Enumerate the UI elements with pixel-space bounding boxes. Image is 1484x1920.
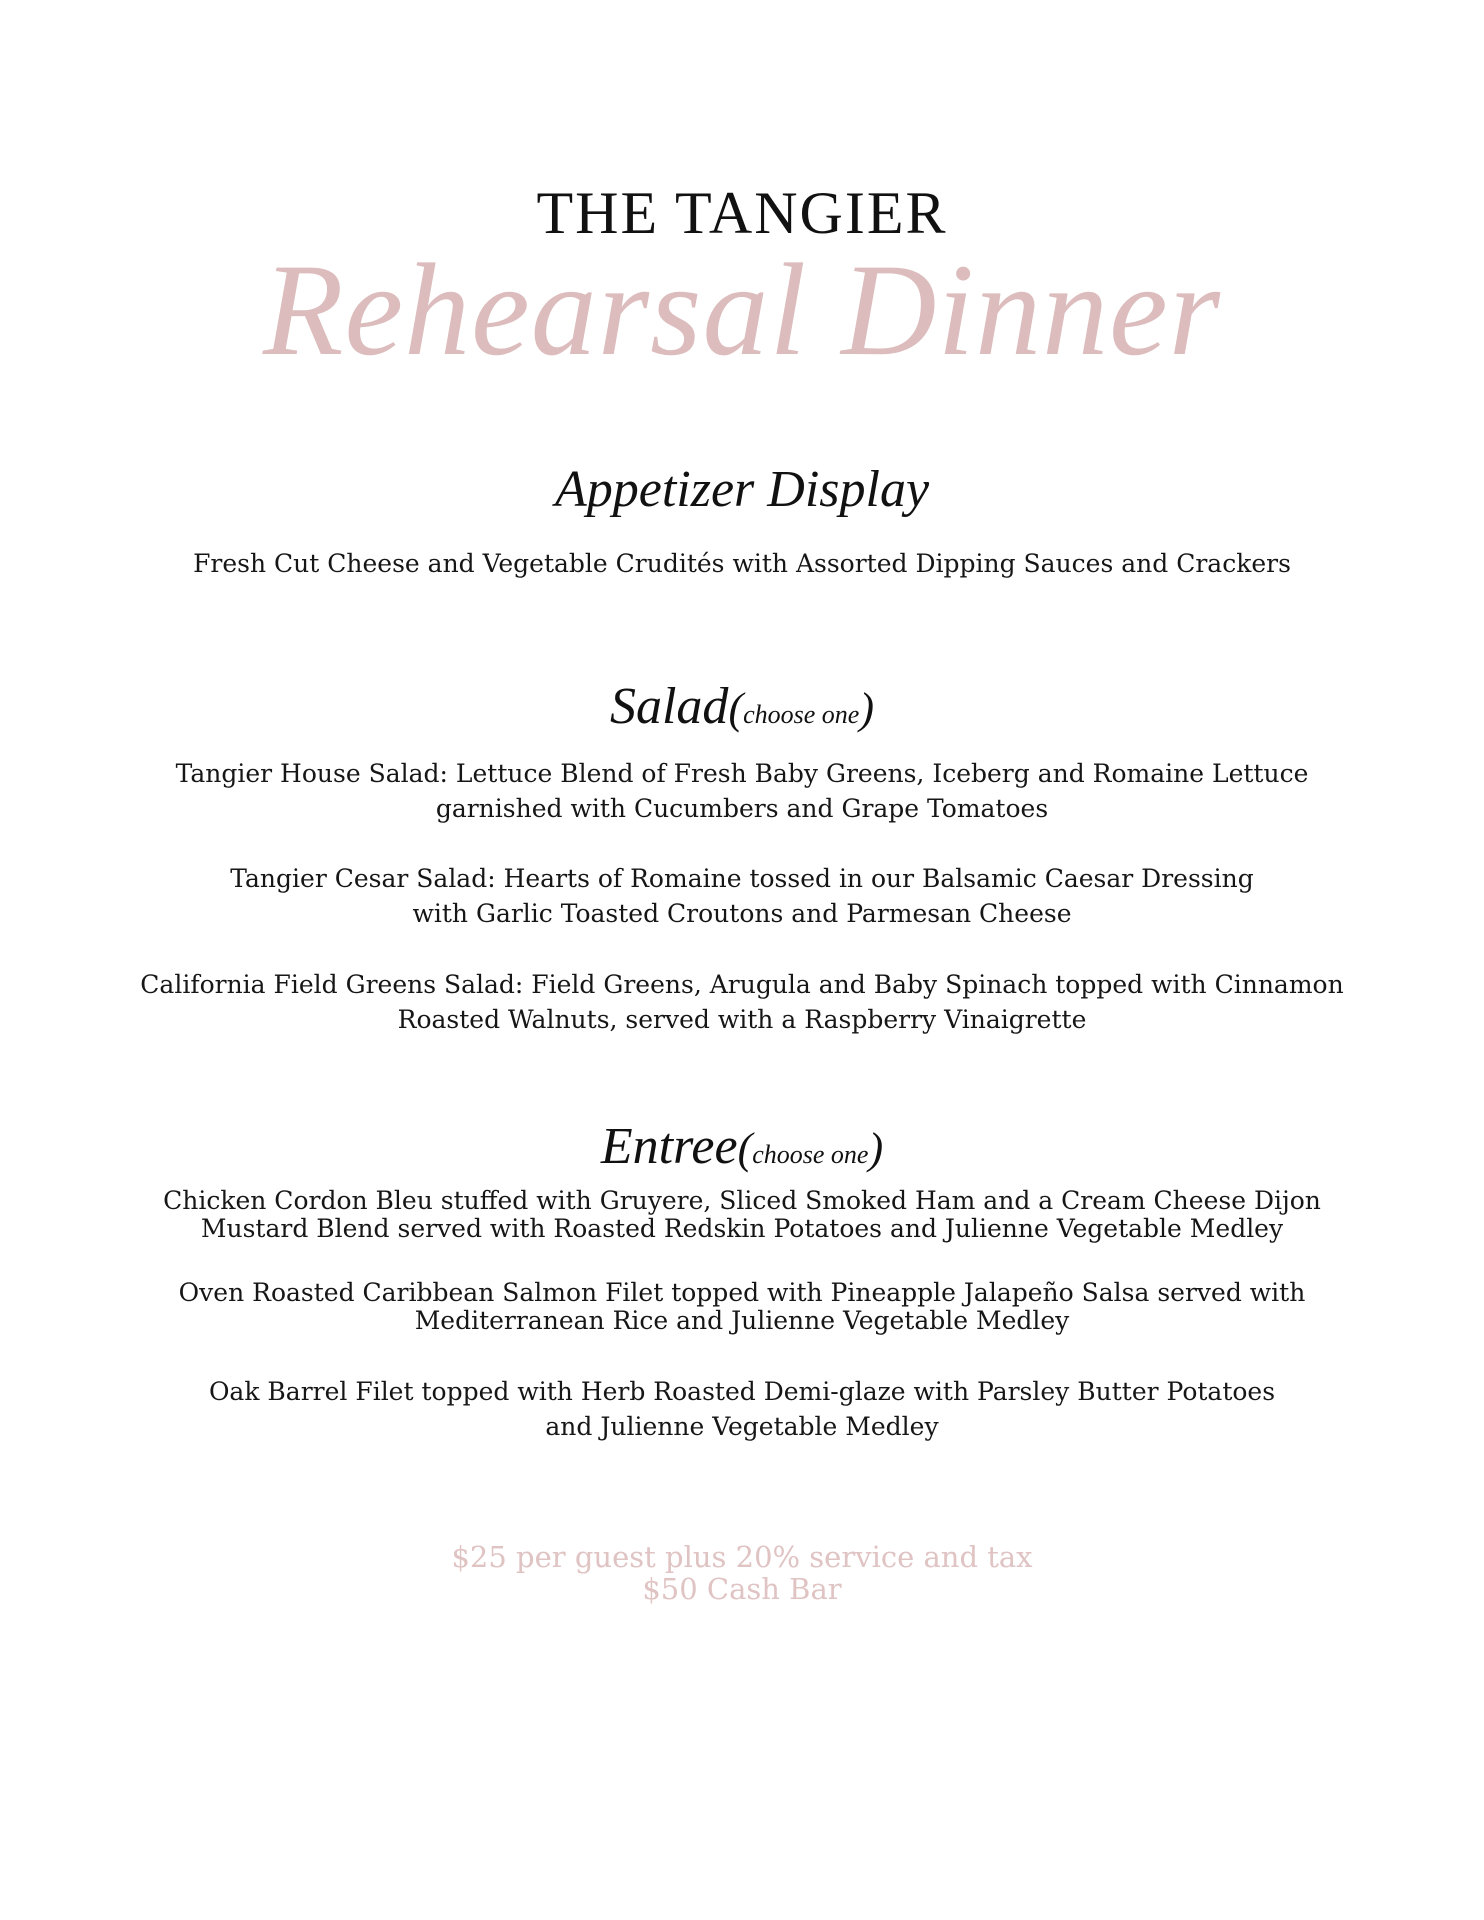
appetizer-description: Fresh Cut Cheese and Vegetable Crudités with Assorted Dipping Sauces and Crackers: [193, 549, 1291, 578]
salad-choose-note: choose one: [743, 700, 860, 729]
event-title: Rehearsal Dinner: [262, 236, 1222, 383]
entree-section-title: Entree(choose one): [600, 1118, 884, 1175]
salad-section-title: Salad(choose one): [609, 678, 874, 735]
salad-item: [0, 861, 1484, 931]
entree-choose-note: choose one: [752, 1140, 869, 1169]
entree-item: [0, 1374, 1484, 1444]
salad-item-line: Tangier Cesar Salad: Hearts of Romaine tossed in our Balsamic Caesar Dressing: [230, 864, 1254, 893]
salad-title-text: Salad: [609, 678, 729, 735]
entree-item-line: Oven Roasted Caribbean Salmon Filet topped with Pineapple Jalapeño Salsa served with: [178, 1278, 1306, 1307]
salad-item: [0, 967, 1484, 1037]
appetizer-section-title: Appetizer Display: [554, 461, 930, 518]
salad-item-line: garnished with Cucumbers and Grape Tomatoes: [435, 794, 1049, 823]
entree-item-line: Mediterranean Rice and Julienne Vegetable Medley: [414, 1306, 1070, 1335]
entree-item-line: Chicken Cordon Bleu stuffed with Gruyere, Sliced Smoked Ham and a Cream Cheese Dijon: [163, 1186, 1321, 1215]
salad-item-line: with Garlic Toasted Croutons and Parmesan Cheese: [412, 899, 1072, 928]
entree-item-line: Mustard Blend served with Roasted Redskin Potatoes and Julienne Vegetable Medley: [200, 1214, 1284, 1243]
entree-item: [0, 1187, 1484, 1243]
entree-item-line: and Julienne Vegetable Medley: [545, 1412, 939, 1441]
salad-item-line: Roasted Walnuts, served with a Raspberry Vinaigrette: [397, 1005, 1087, 1034]
salad-item-line: Tangier House Salad: Lettuce Blend of Fresh Baby Greens, Iceberg and Romaine Lettuce: [175, 759, 1309, 788]
entree-item-line: Oak Barrel Filet topped with Herb Roasted Demi-glaze with Parsley Butter Potatoes: [208, 1377, 1276, 1406]
salad-item: [0, 756, 1484, 826]
entree-item: [0, 1279, 1484, 1335]
price-per-guest: $25 per guest plus 20% service and tax: [451, 1540, 1033, 1574]
venue-name: THE TANGIER: [536, 180, 948, 246]
salad-item-line: California Field Greens Salad: Field Greens, Arugula and Baby Spinach topped with Cinnamon: [140, 970, 1344, 999]
cash-bar-price: $50 Cash Bar: [642, 1572, 842, 1606]
entree-title-text: Entree: [600, 1118, 738, 1175]
pricing-block: [0, 1541, 1484, 1605]
